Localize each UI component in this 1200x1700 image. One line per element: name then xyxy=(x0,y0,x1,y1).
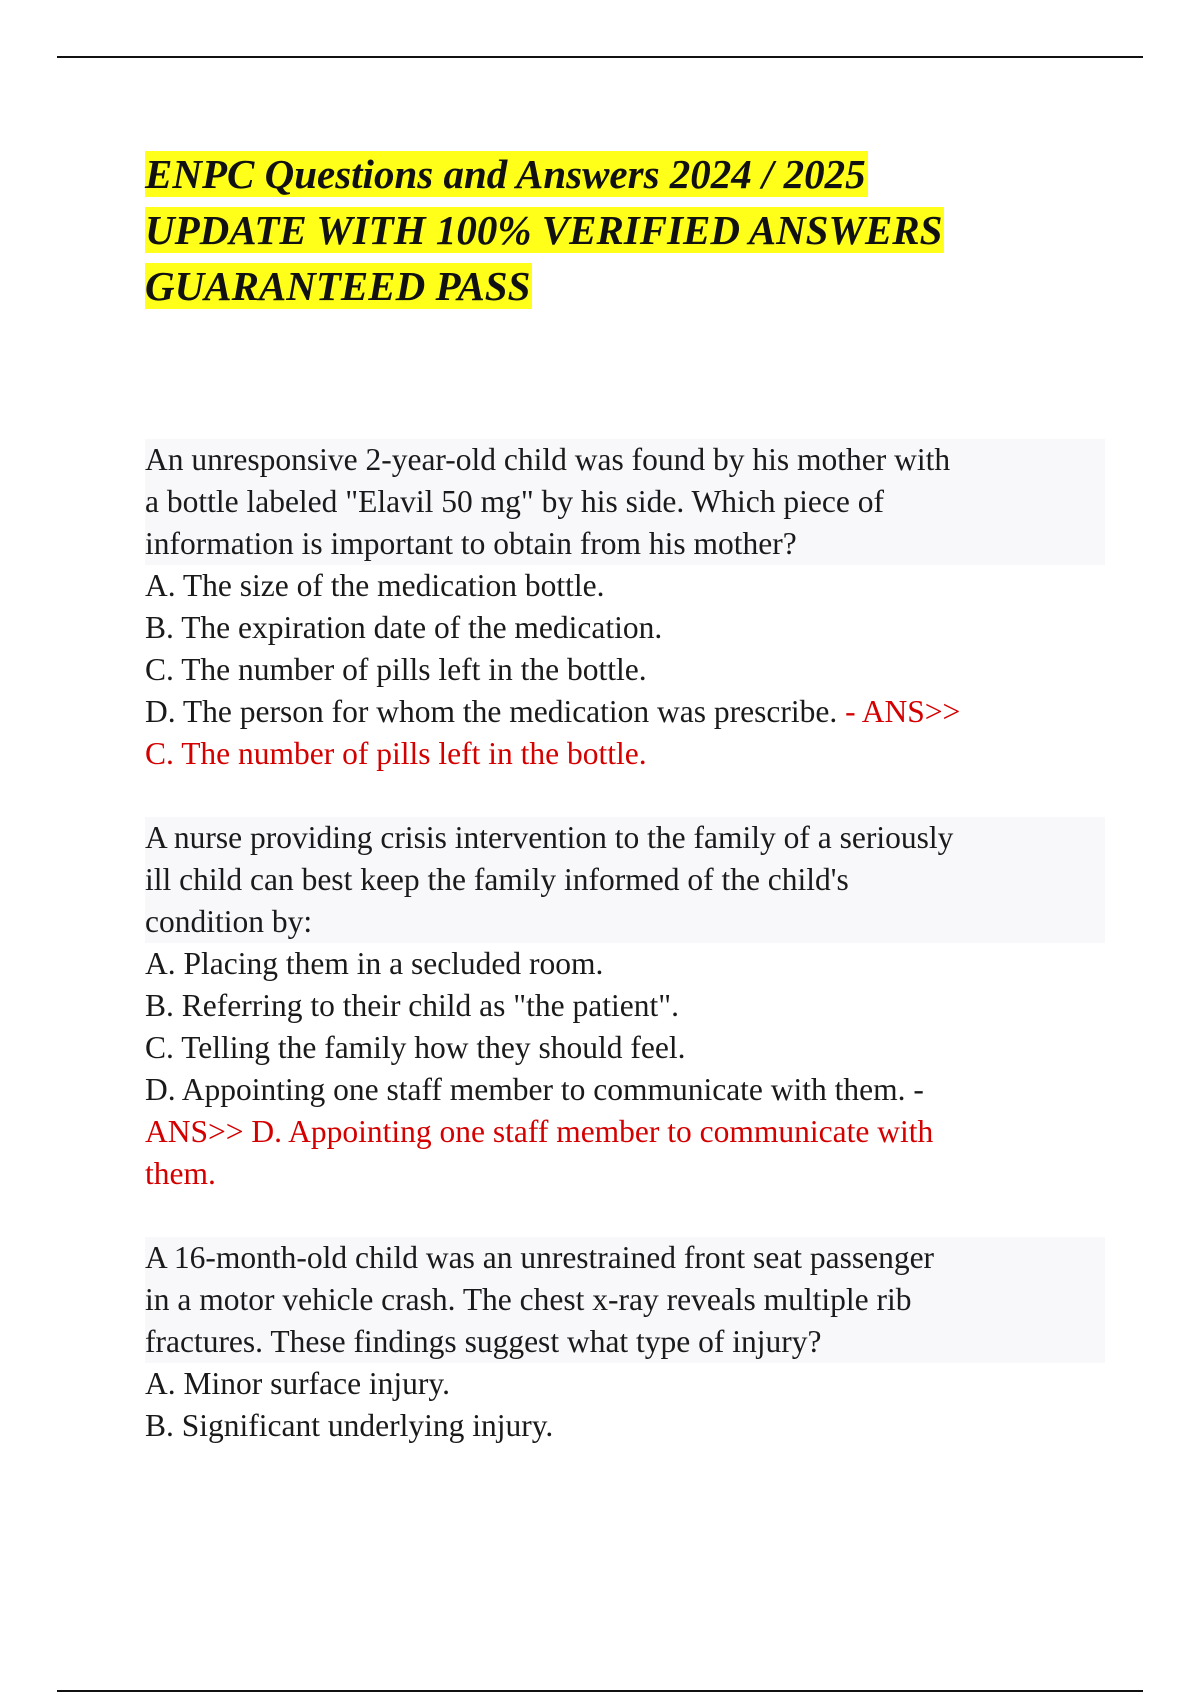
question-stem-line: ill child can best keep the family informed of the child's xyxy=(145,859,1105,901)
question-stem-line: fractures. These findings suggest what type of injury? xyxy=(145,1321,1105,1363)
question-stem-line: A nurse providing crisis intervention to the family of a seriously xyxy=(145,817,1105,859)
document-title xyxy=(145,146,1105,314)
title-line-2: UPDATE WITH 100% VERIFIED ANSWERS xyxy=(145,207,943,253)
answer-marker: - ANS>> xyxy=(837,694,961,729)
option-a: A. The size of the medication bottle. xyxy=(145,568,605,603)
question-stem-line: An unresponsive 2-year-old child was found by his mother with xyxy=(145,439,1105,481)
option-a: A. Minor surface injury. xyxy=(145,1366,451,1401)
option-d: D. Appointing one staff member to communicate with them. - xyxy=(145,1072,924,1107)
question-3 xyxy=(145,1237,1105,1447)
answer-text-continued: them. xyxy=(145,1156,216,1191)
option-b: B. Referring to their child as "the patient". xyxy=(145,988,679,1023)
option-c: C. The number of pills left in the bottle. xyxy=(145,652,647,687)
option-b: B. Significant underlying injury. xyxy=(145,1408,554,1443)
question-1 xyxy=(145,439,1105,775)
answer-text: ANS>> D. Appointing one staff member to communicate with xyxy=(145,1114,934,1149)
question-stem-line: A 16-month-old child was an unrestrained front seat passenger xyxy=(145,1237,1105,1279)
option-c: C. Telling the family how they should feel. xyxy=(145,1030,686,1065)
option-b: B. The expiration date of the medication. xyxy=(145,610,663,645)
top-rule xyxy=(57,56,1143,58)
bottom-rule xyxy=(57,1690,1143,1692)
question-stem-line: information is important to obtain from his mother? xyxy=(145,523,1105,565)
answer-text: C. The number of pills left in the bottle. xyxy=(145,736,647,771)
option-d xyxy=(145,691,1105,733)
question-2 xyxy=(145,817,1105,1195)
title-line-1: ENPC Questions and Answers 2024 / 2025 xyxy=(145,151,866,197)
question-list xyxy=(145,439,1105,1489)
question-stem-line: a bottle labeled "Elavil 50 mg" by his side. Which piece of xyxy=(145,481,1105,523)
title-line-3: GUARANTEED PASS xyxy=(145,263,531,309)
option-d-text: D. The person for whom the medication was prescribe. xyxy=(145,694,838,729)
question-stem-line: condition by: xyxy=(145,901,1105,943)
option-a: A. Placing them in a secluded room. xyxy=(145,946,604,981)
question-stem-line: in a motor vehicle crash. The chest x-ray reveals multiple rib xyxy=(145,1279,1105,1321)
